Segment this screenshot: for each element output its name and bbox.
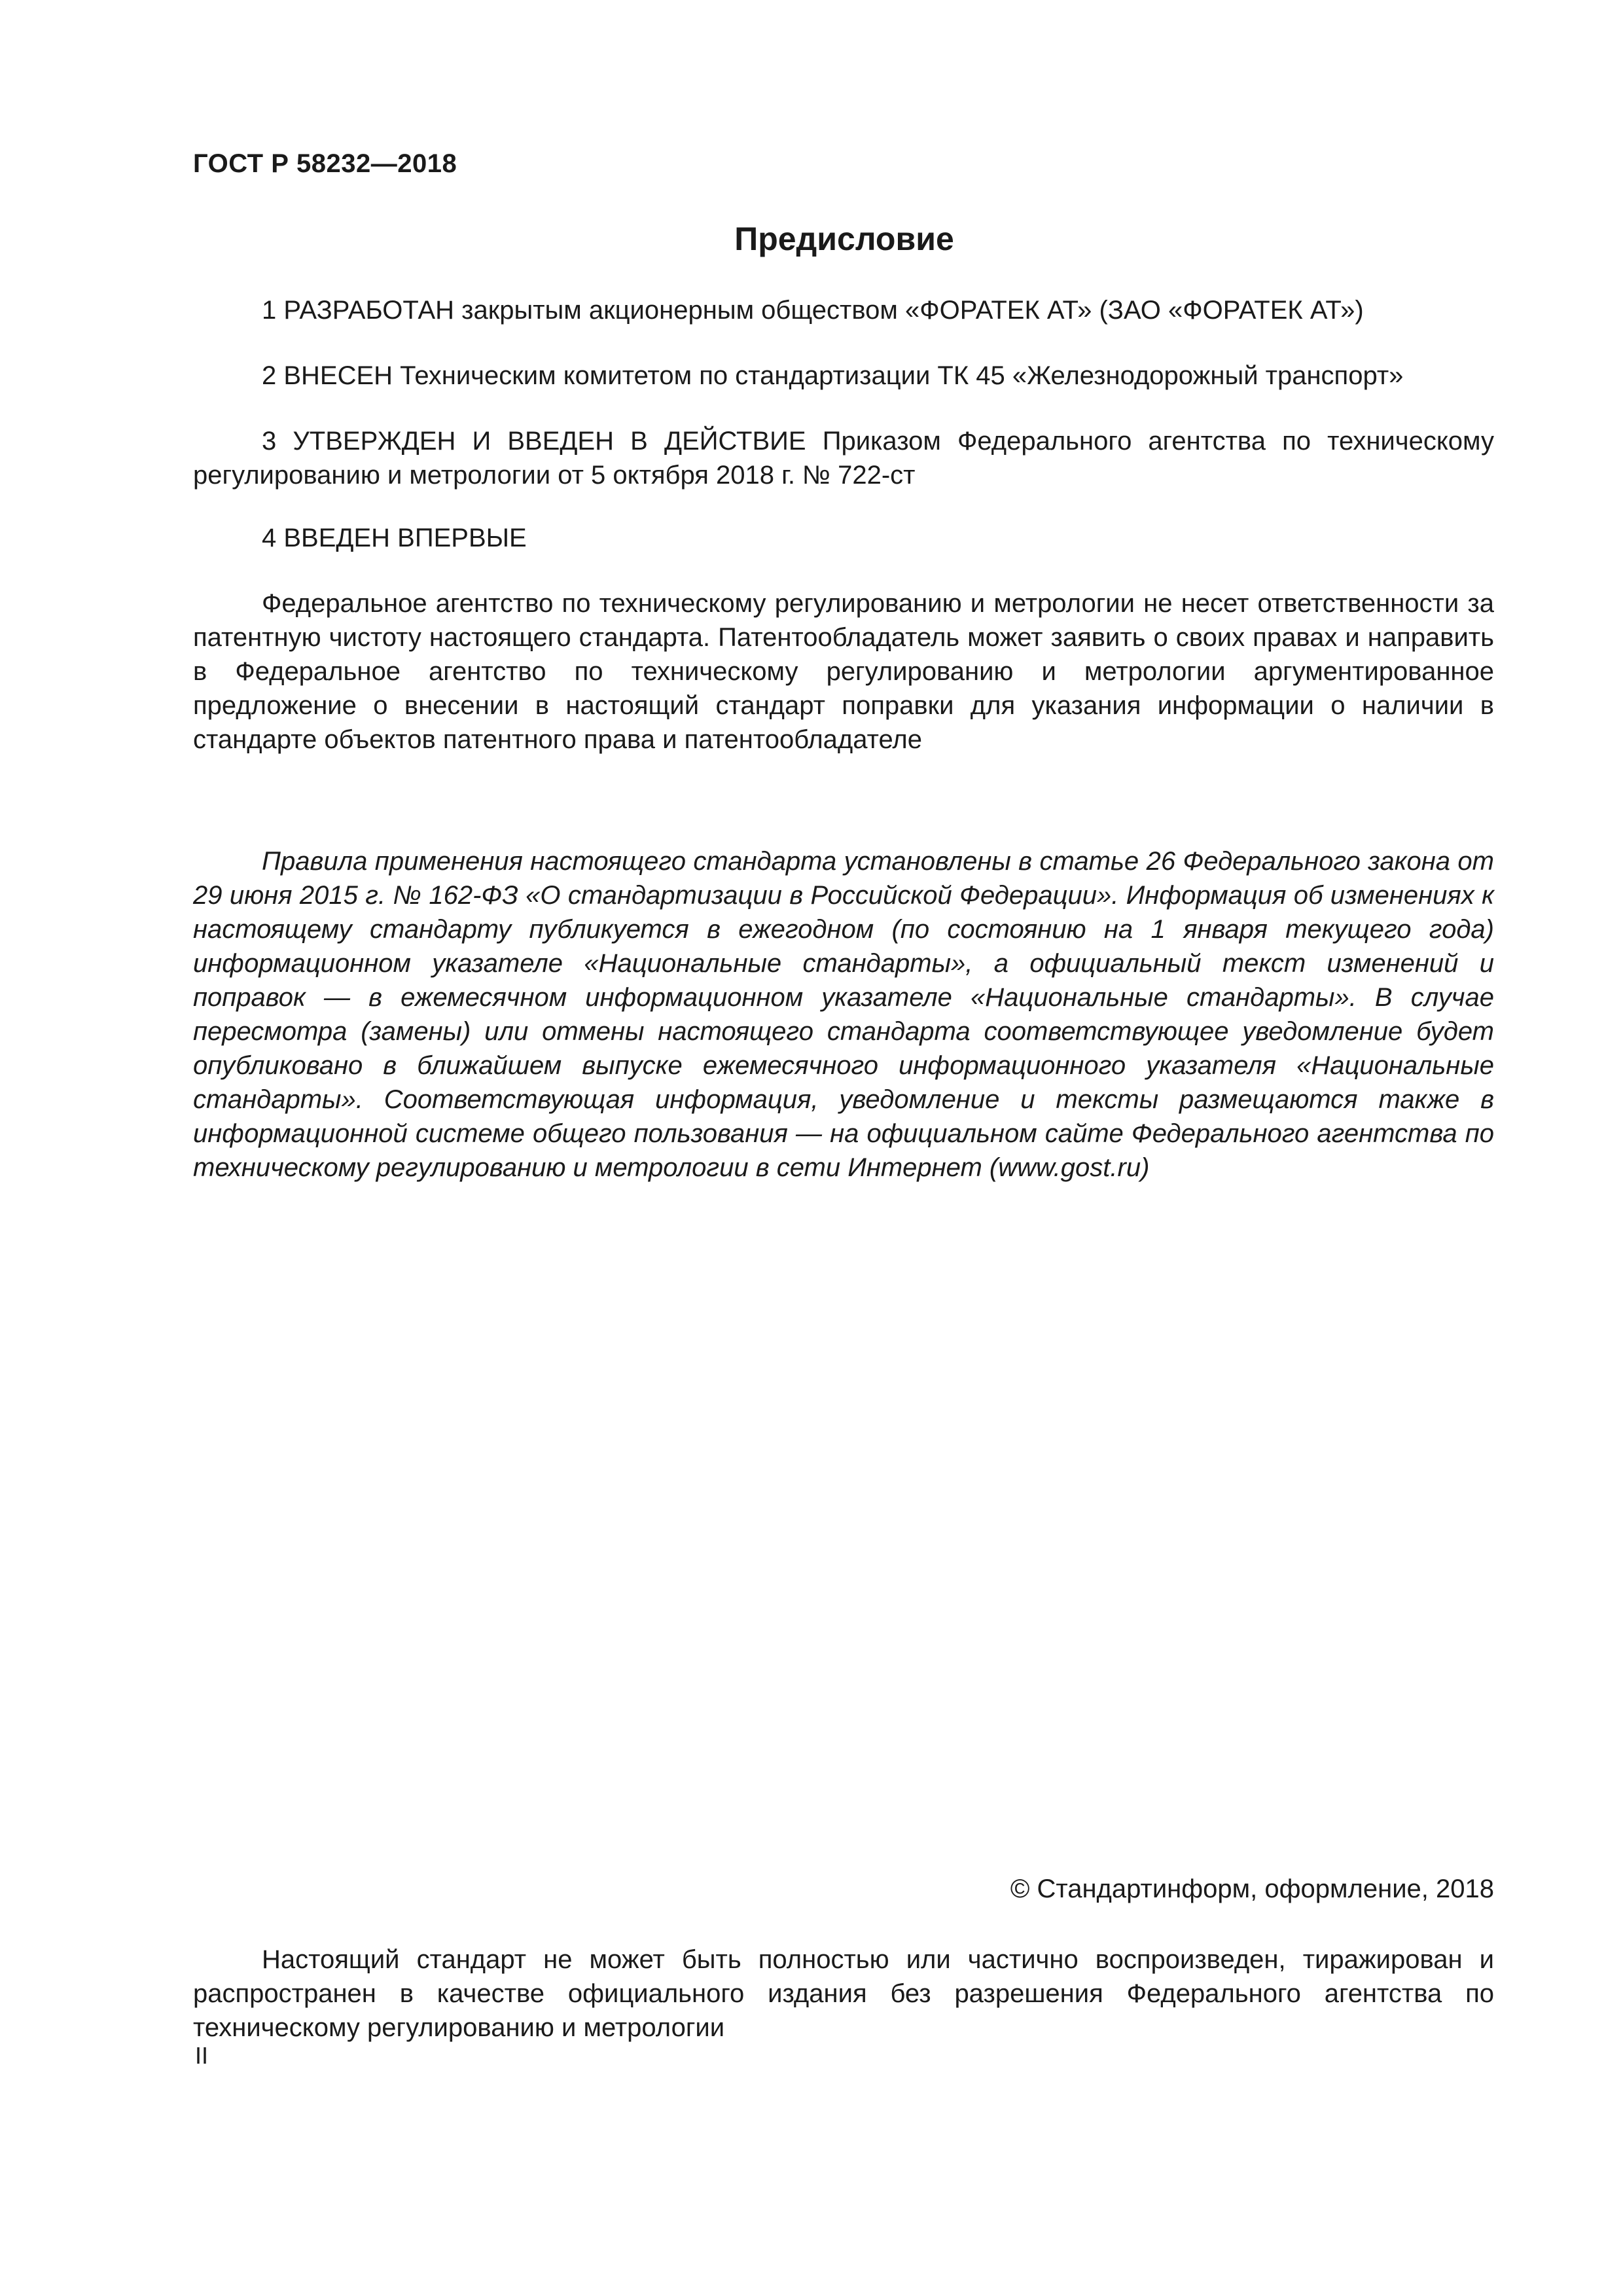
foreword-item-3: 3 УТВЕРЖДЕН И ВВЕДЕН В ДЕЙСТВИЕ Приказом Федерального агентства по техническому регулированию и метрологии от 5 октября 2018 г. № 722-ст xyxy=(193,427,1494,490)
foreword-item-2: 2 ВНЕСЕН Техническим комитетом по стандартизации ТК 45 «Железнодорожный транспорт» xyxy=(262,361,1404,390)
rules-note: Правила применения настоящего стандарта установлены в статье 26 Федерального закона от 29 июня 2015 г. № 162-ФЗ «О стандартизации в Российской Федерации». Информация об изменениях к настоящему стандарту публикуется в ежегодном (по состоянию на 1 января текущего года) информационном указателе «Национальные стандарты», а официальный текст изменений и поправок — в ежемесячном информационном указателе «Национальные стандарты». В случае пересмотра (замены) или отмены настоящего стандарта соответствующее уведомление будет опубликовано в ближайшем выпуске ежемесячного информационного указателя «Национальные стандарты». Соответствующая информация, уведомление и тексты размещаются также в информационной системе общего пользования — на официальном сайте Федерального агентства по техническому регулированию и метрологии в сети Интернет (www.gost.ru) xyxy=(193,847,1494,1182)
page-title: Предисловие xyxy=(734,221,954,257)
standard-code: ГОСТ Р 58232—2018 xyxy=(193,149,457,178)
foreword-item-1: 1 РАЗРАБОТАН закрытым акционерным обществом «ФОРАТЕК АТ» (ЗАО «ФОРАТЕК АТ») xyxy=(262,296,1364,325)
patent-note: Федеральное агентство по техническому регулированию и метрологии не несет ответственности за патентную чистоту настоящего стандарта. Патентообладатель может заявить о своих правах и направить в Федеральное агентство по техническому регулированию и метрологии аргументированное предложение о внесении в настоящий стандарт поправки для указания информации о наличии в стандарте объектов патентного права и патентообладателе xyxy=(193,589,1494,754)
reproduction-note: Настоящий стандарт не может быть полностью или частично воспроизведен, тиражирован и распространен в качестве официального издания без разрешения Федерального агентства по техническому регулированию и метрологии xyxy=(193,1945,1494,2042)
foreword-item-4: 4 ВВЕДЕН ВПЕРВЫЕ xyxy=(262,524,527,552)
copyright-line: © Стандартинформ, оформление, 2018 xyxy=(1010,1874,1494,1903)
page-number: II xyxy=(195,2042,209,2069)
